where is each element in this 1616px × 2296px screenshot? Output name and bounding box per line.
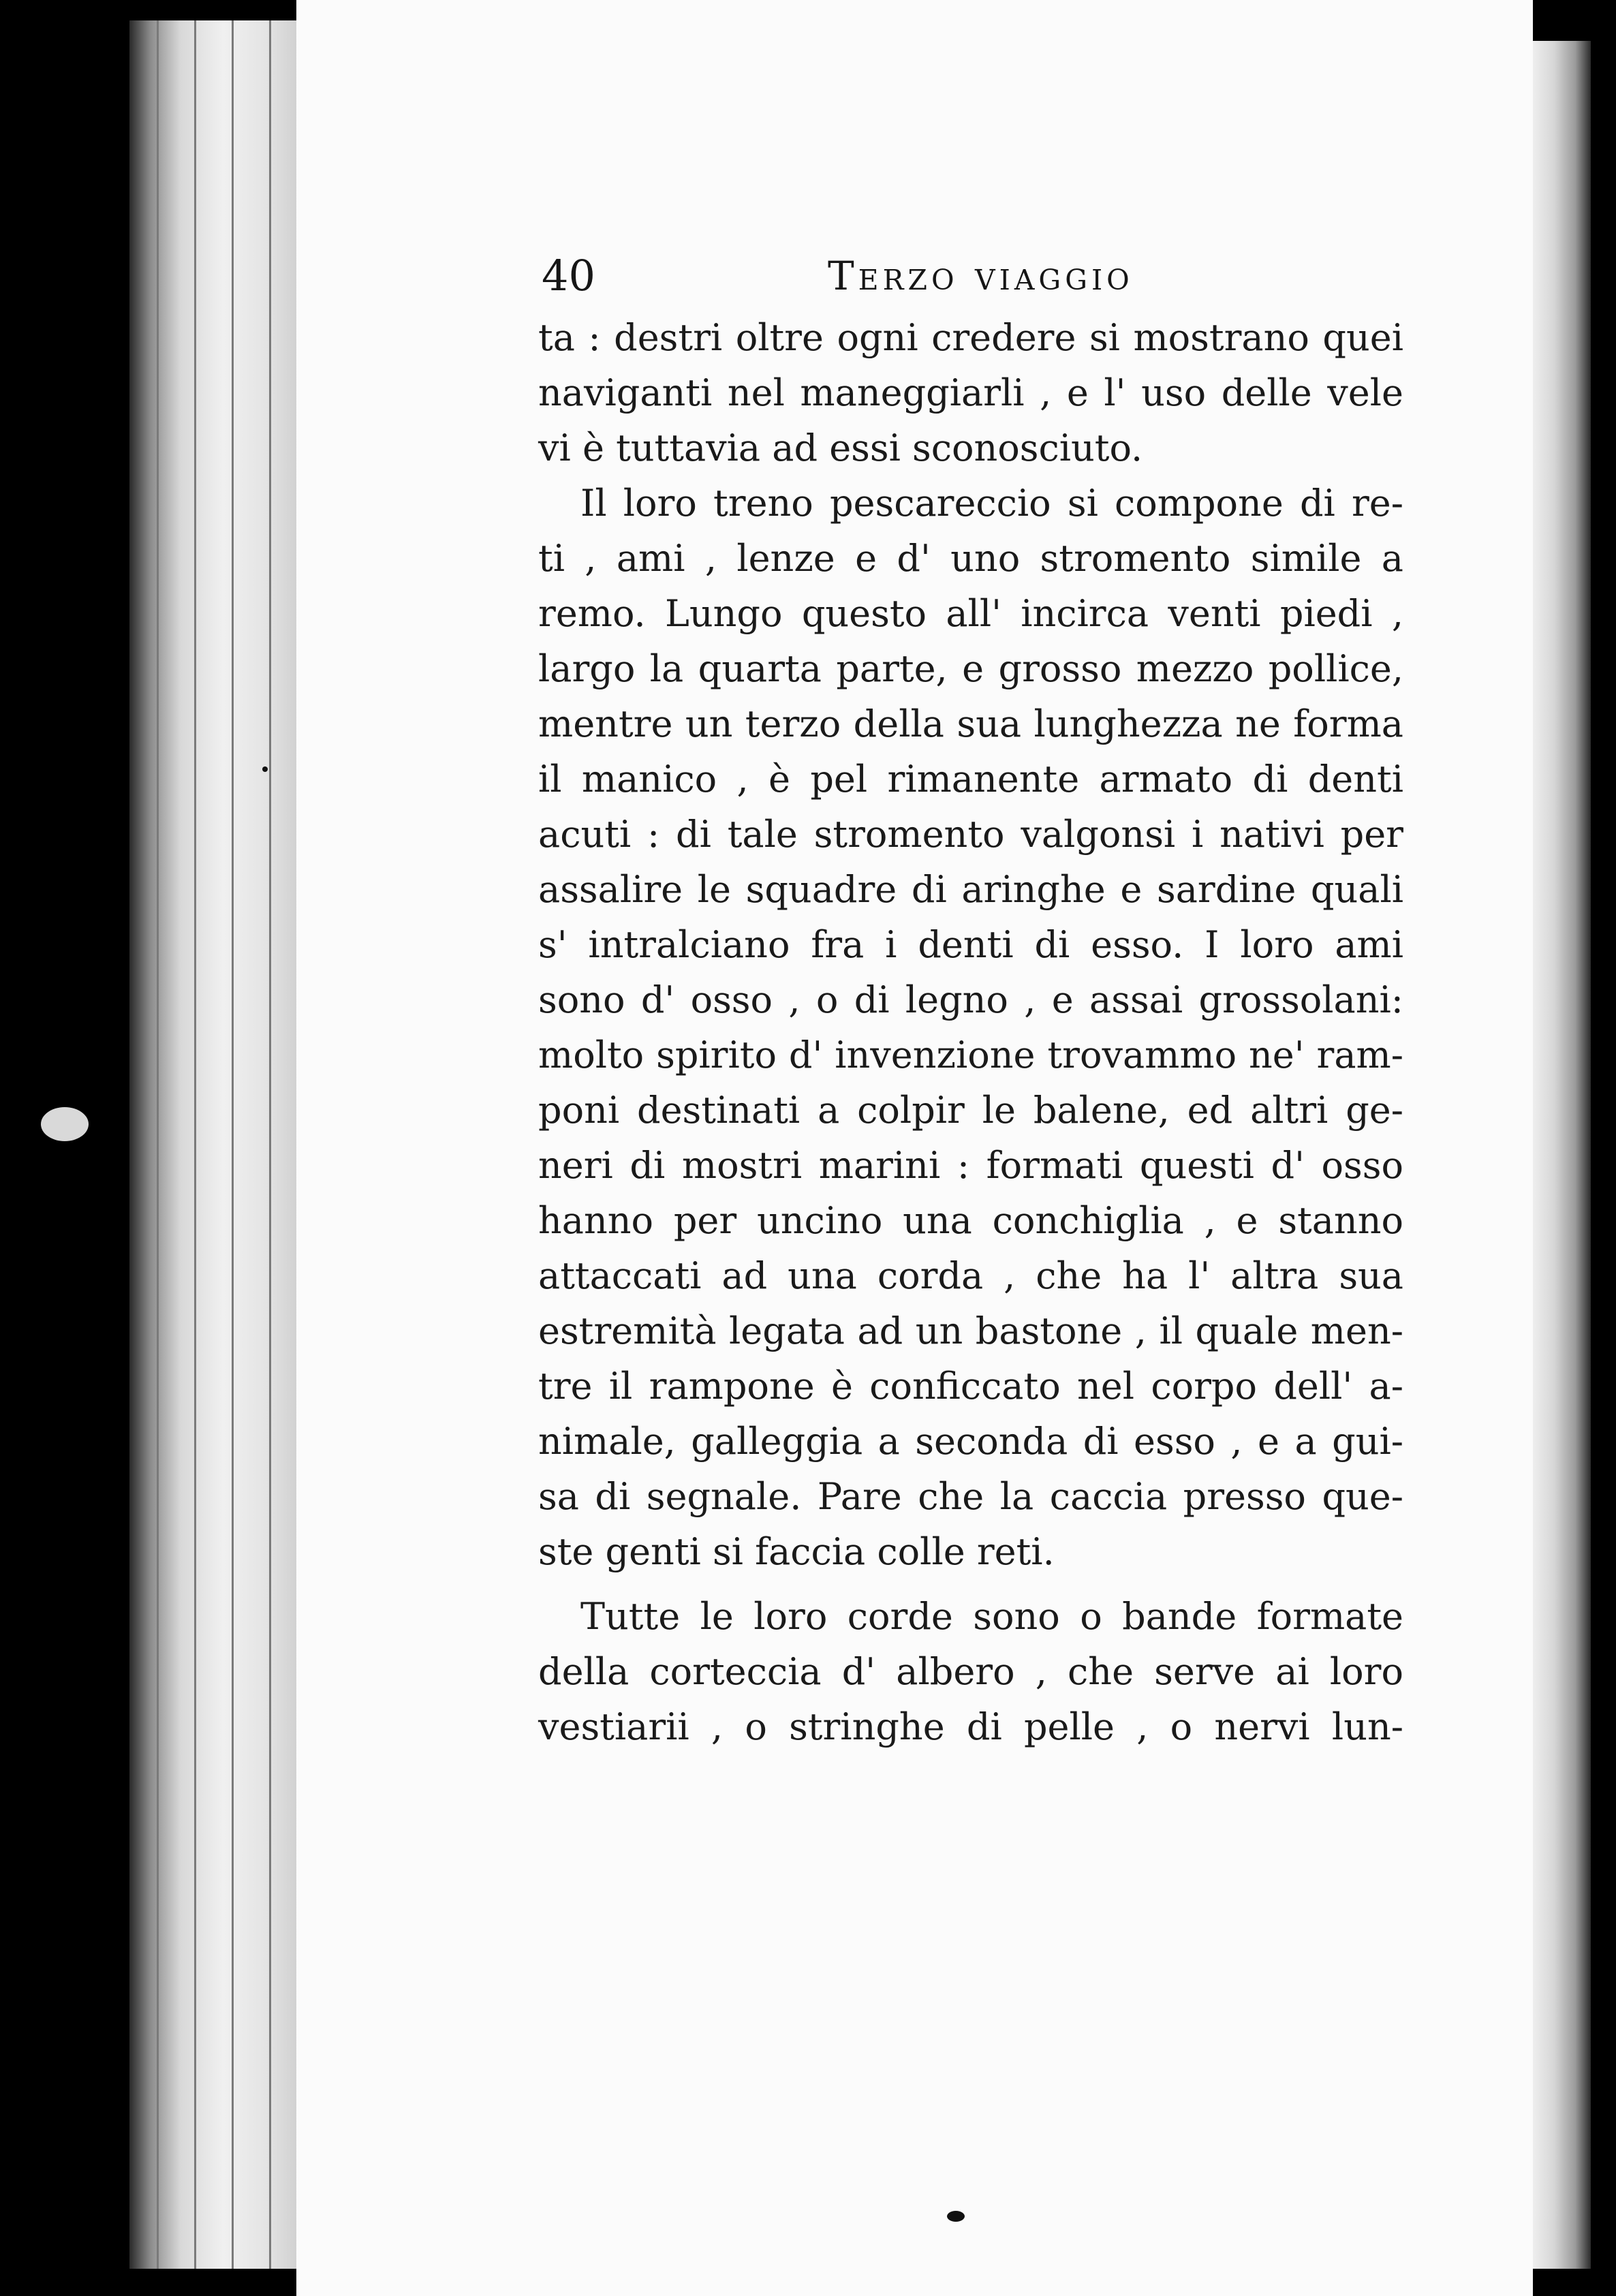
- running-head: [542, 245, 1400, 307]
- text-line: vi è tuttavia ad essi sconosciuto.: [538, 426, 1143, 469]
- running-title: Terzo viaggio: [828, 253, 1134, 299]
- page-edge-line: [194, 20, 196, 2269]
- next-page-edge: [1529, 41, 1591, 2269]
- scan-blemish: [41, 1107, 89, 1141]
- scan-speck: [947, 2211, 965, 2222]
- page-edge-line: [269, 20, 271, 2269]
- page-edge-line: [157, 20, 159, 2269]
- text-line: ste genti si faccia colle reti.: [538, 1530, 1055, 1573]
- page-number: 40: [542, 251, 595, 300]
- text-line: hanno per uncino una conchiglia , e stanno: [538, 1199, 1403, 1242]
- text-line: s' intralciano fra i denti di esso. I loro ami: [538, 923, 1403, 966]
- text-line: poni destinati a colpir le balene, ed altri ge-: [538, 1089, 1403, 1132]
- text-line: assalire le squadre di aringhe e sardine quali: [538, 868, 1403, 911]
- text-line: ti , ami , lenze e d' uno stromento simile a: [538, 537, 1403, 580]
- text-line: della corteccia d' albero , che serve ai loro: [538, 1650, 1403, 1693]
- text-line: sa di segnale. Pare che la caccia presso que-: [538, 1475, 1403, 1518]
- text-line: tre il rampone è conficcato nel corpo dell' a-: [538, 1365, 1403, 1408]
- text-line: molto spirito d' invenzione trovammo ne' ram-: [538, 1034, 1403, 1076]
- text-line: attaccati ad una corda , che ha l' altra sua: [538, 1254, 1403, 1297]
- text-line: Il loro treno pescareccio si compone di re-: [580, 482, 1403, 525]
- text-line: largo la quarta parte, e grosso mezzo pollice,: [538, 647, 1403, 690]
- text-line: sono d' osso , o di legno , e assai grossolani:: [538, 978, 1403, 1021]
- text-line: remo. Lungo questo all' incirca venti piedi ,: [538, 592, 1403, 635]
- page-edge-line: [232, 20, 234, 2269]
- page-stack-edge: [129, 20, 300, 2269]
- text-line: naviganti nel maneggiarli , e l' uso delle vele: [538, 371, 1403, 414]
- text-line: estremità legata ad un bastone , il quale men-: [538, 1309, 1403, 1352]
- text-line: neri di mostri marini : formati questi d' osso: [538, 1144, 1403, 1187]
- text-line: mentre un terzo della sua lunghezza ne forma: [538, 702, 1403, 745]
- body-text: [538, 310, 1403, 1754]
- text-line: ta : destri oltre ogni credere si mostrano quei: [538, 316, 1403, 359]
- text-line: acuti : di tale stromento valgonsi i nativi per: [538, 813, 1403, 856]
- text-line: nimale, galleggia a seconda di esso , e a gui-: [538, 1420, 1403, 1463]
- text-line: Tutte le loro corde sono o bande formate: [580, 1595, 1403, 1638]
- text-line: vestiarii , o stringhe di pelle , o nervi lun-: [538, 1705, 1403, 1748]
- text-line: il manico , è pel rimanente armato di denti: [538, 758, 1403, 801]
- scan-speck: [262, 766, 268, 772]
